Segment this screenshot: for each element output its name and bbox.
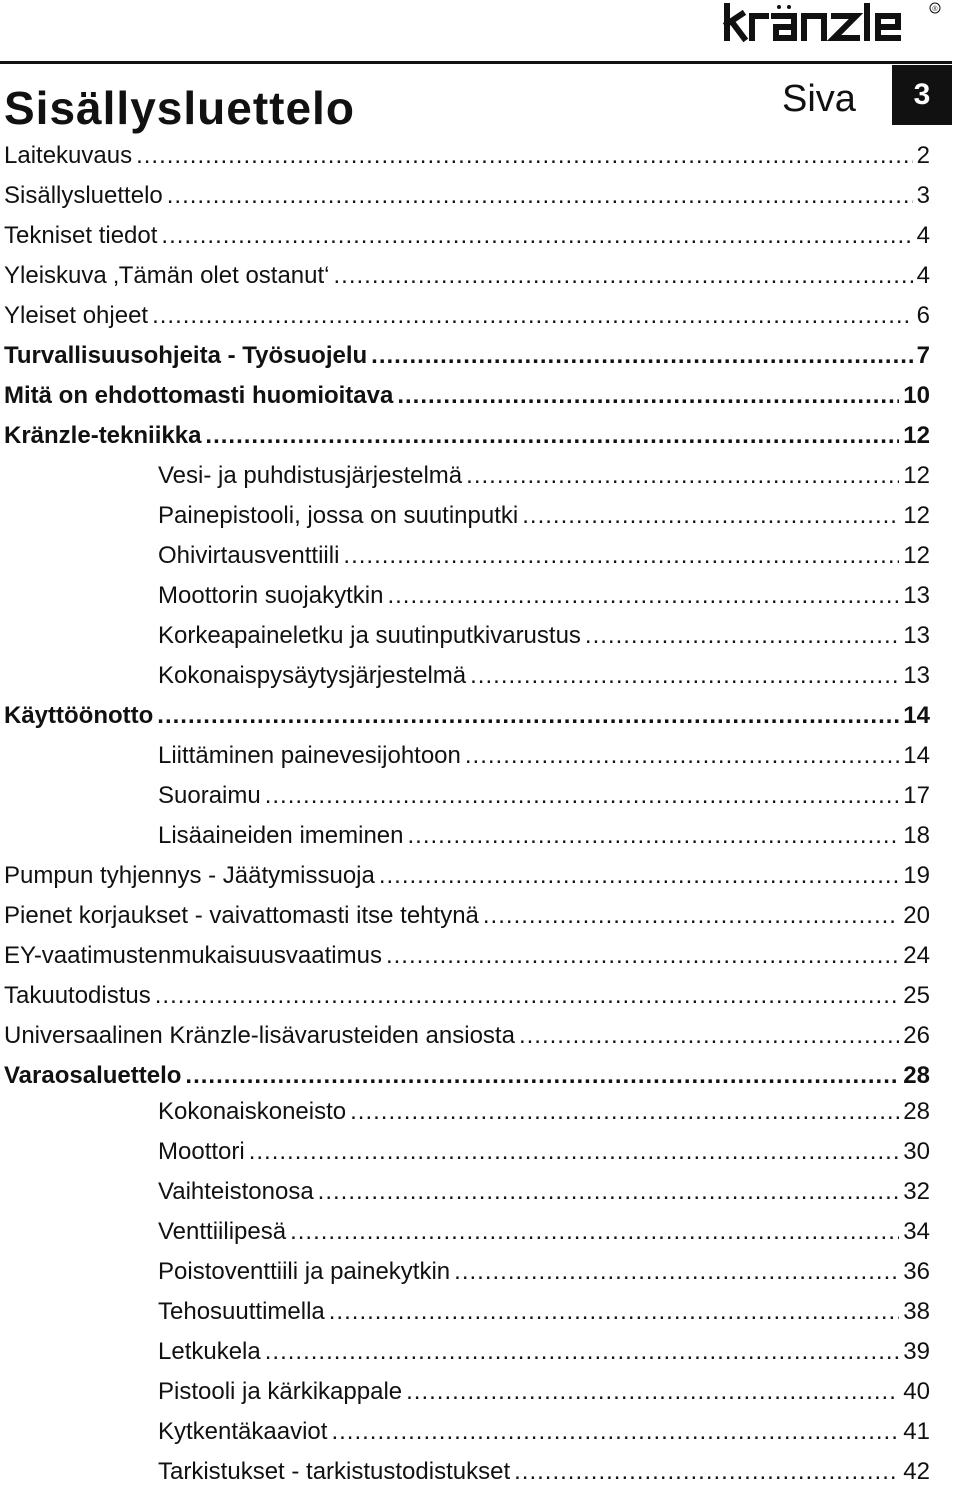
toc-entry[interactable] bbox=[158, 1214, 930, 1250]
toc-entry-label: Poistoventtiili ja painekytkin bbox=[158, 1258, 451, 1285]
toc-entry-label: Sisällysluettelo bbox=[4, 182, 163, 209]
toc-entry-label: Tarkistukset - tarkistustodistukset bbox=[158, 1458, 511, 1485]
toc-dot-leader bbox=[157, 698, 899, 734]
toc-entry-page: 28 bbox=[903, 1098, 930, 1125]
toc-entry[interactable] bbox=[158, 1294, 930, 1330]
toc-entry-label: Tehosuuttimella bbox=[158, 1298, 325, 1325]
toc-entry[interactable] bbox=[4, 938, 930, 974]
toc-entry[interactable] bbox=[4, 418, 930, 454]
toc-dot-leader bbox=[290, 1214, 899, 1250]
toc-entry-page: 13 bbox=[903, 582, 930, 609]
toc-entry-page: 36 bbox=[903, 1258, 930, 1285]
toc-entry-page: 14 bbox=[903, 702, 930, 729]
toc-entry-page: 6 bbox=[916, 302, 930, 329]
toc-entry-page: 20 bbox=[903, 902, 930, 929]
toc-dot-leader bbox=[167, 178, 913, 214]
toc-entry[interactable] bbox=[158, 738, 930, 774]
toc-entry-label: Kokonaiskoneisto bbox=[158, 1098, 347, 1125]
toc-dot-leader bbox=[483, 898, 899, 934]
toc-dot-leader bbox=[386, 938, 899, 974]
toc-entry-page: 39 bbox=[903, 1338, 930, 1365]
toc-entry-page: 12 bbox=[903, 542, 930, 569]
toc-dot-leader bbox=[407, 818, 899, 854]
toc-entry-page: 3 bbox=[916, 182, 930, 209]
toc-dot-leader bbox=[205, 418, 899, 454]
toc-dot-leader bbox=[397, 378, 899, 414]
toc-dot-leader bbox=[265, 1334, 900, 1370]
toc-entry-label: Venttiilipesä bbox=[158, 1218, 287, 1245]
header-rule bbox=[0, 61, 952, 64]
toc-dot-leader bbox=[152, 298, 913, 334]
toc-entry-label: Takuutodistus bbox=[4, 982, 151, 1009]
toc-entry-page: 4 bbox=[916, 262, 930, 289]
toc-entry[interactable] bbox=[158, 1174, 930, 1210]
toc-entry-page: 42 bbox=[903, 1458, 930, 1485]
toc-entry-page: 12 bbox=[903, 462, 930, 489]
toc-entry-label: Laitekuvaus bbox=[4, 142, 133, 169]
toc-dot-leader bbox=[379, 858, 899, 894]
toc-entry-page: 30 bbox=[903, 1138, 930, 1165]
toc-entry-page: 18 bbox=[903, 822, 930, 849]
toc-entry-page: 7 bbox=[916, 342, 930, 369]
toc-entry-page: 4 bbox=[916, 222, 930, 249]
toc-entry-page: 41 bbox=[903, 1418, 930, 1445]
toc-entry-label: Liittäminen painevesijohtoon bbox=[158, 742, 461, 769]
toc-entry[interactable] bbox=[4, 898, 930, 934]
toc-entry-page: 13 bbox=[903, 662, 930, 689]
toc-entry-label: Tekniset tiedot bbox=[4, 222, 158, 249]
toc-entry[interactable] bbox=[158, 778, 930, 814]
toc-entry[interactable] bbox=[4, 218, 930, 254]
toc-dot-leader bbox=[522, 498, 899, 534]
toc-dot-leader bbox=[155, 978, 900, 1014]
toc-entry[interactable] bbox=[158, 1254, 930, 1290]
toc-entry[interactable] bbox=[158, 578, 930, 614]
toc-entry[interactable] bbox=[158, 818, 930, 854]
toc-entry[interactable] bbox=[4, 298, 930, 334]
toc-dot-leader bbox=[465, 738, 899, 774]
toc-entry[interactable] bbox=[4, 378, 930, 414]
toc-entry[interactable] bbox=[4, 978, 930, 1014]
toc-entry-label: Yleiskuva ‚Tämän olet ostanut‘ bbox=[4, 262, 330, 289]
toc-entry-label: Kytkentäkaaviot bbox=[158, 1418, 328, 1445]
toc-entry[interactable] bbox=[4, 1018, 930, 1054]
toc-entry[interactable] bbox=[4, 698, 930, 734]
toc-entry[interactable] bbox=[158, 498, 930, 534]
toc-dot-leader bbox=[585, 618, 899, 654]
toc-dot-leader bbox=[470, 658, 899, 694]
toc-dot-leader bbox=[466, 458, 899, 494]
toc-entry[interactable] bbox=[158, 1454, 930, 1490]
toc-dot-leader bbox=[249, 1134, 900, 1170]
toc-entry-page: 12 bbox=[903, 422, 930, 449]
toc-entry-label: Universaalinen Kränzle-lisävarusteiden ansiosta bbox=[4, 1022, 515, 1049]
toc-entry-label: Moottori bbox=[158, 1138, 245, 1165]
toc-dot-leader bbox=[514, 1454, 899, 1490]
toc-entry[interactable] bbox=[158, 618, 930, 654]
toc-entry-label: Turvallisuusohjeita - Työsuojelu bbox=[4, 342, 368, 369]
toc-entry-label: Käyttöönotto bbox=[4, 702, 154, 729]
toc-entry-label: Suoraimu bbox=[158, 782, 261, 809]
toc-entry-page: 34 bbox=[903, 1218, 930, 1245]
toc-entry-label: Mitä on ehdottomasti huomioitava bbox=[4, 382, 394, 409]
toc-entry-page: 40 bbox=[903, 1378, 930, 1405]
registered-mark: ® bbox=[932, 6, 938, 13]
toc-dot-leader bbox=[454, 1254, 899, 1290]
toc-entry-label: Korkeapaineletku ja suutinputkivarustus bbox=[158, 622, 581, 649]
toc-entry[interactable] bbox=[158, 1334, 930, 1370]
toc-dot-leader bbox=[343, 538, 899, 574]
toc-entry-label: Kokonaispysäytysjärjestelmä bbox=[158, 662, 467, 689]
toc-entry-label: Vesi- ja puhdistusjärjestelmä bbox=[158, 462, 463, 489]
toc-entry-page: 10 bbox=[903, 382, 930, 409]
toc-entry-page: 17 bbox=[903, 782, 930, 809]
toc-dot-leader bbox=[329, 1294, 900, 1330]
toc-entry-page: 24 bbox=[903, 942, 930, 969]
toc-entry-page: 38 bbox=[903, 1298, 930, 1325]
toc-entry-label: Ohivirtausventtiili bbox=[158, 542, 340, 569]
toc-entry[interactable] bbox=[4, 258, 930, 294]
toc-dot-leader bbox=[265, 778, 900, 814]
toc-entry-page: 2 bbox=[916, 142, 930, 169]
toc-entry[interactable] bbox=[158, 658, 930, 694]
toc-entry[interactable] bbox=[158, 458, 930, 494]
page-label: Siva bbox=[782, 78, 856, 120]
toc-entry[interactable] bbox=[158, 1414, 930, 1450]
toc-dot-leader bbox=[185, 1058, 899, 1094]
toc-entry-page: 12 bbox=[903, 502, 930, 529]
toc-entry[interactable] bbox=[4, 858, 930, 894]
page-title: Sisällysluettelo bbox=[4, 82, 355, 134]
toc-entry[interactable] bbox=[4, 1058, 930, 1094]
toc-entry-page: 19 bbox=[903, 862, 930, 889]
toc-entry[interactable] bbox=[4, 138, 930, 174]
toc-entry-label: Vaihteistonosa bbox=[158, 1178, 314, 1205]
toc-dot-leader bbox=[519, 1018, 899, 1054]
toc-entry-label: Lisäaineiden imeminen bbox=[158, 822, 404, 849]
toc-entry-label: Varaosaluettelo bbox=[4, 1062, 182, 1089]
toc-entry-label: Pienet korjaukset - vaivattomasti itse tehtynä bbox=[4, 902, 479, 929]
toc-entry-page: 13 bbox=[903, 622, 930, 649]
toc-entry-label: Pistooli ja kärkikappale bbox=[158, 1378, 403, 1405]
toc-dot-leader bbox=[161, 218, 912, 254]
toc-dot-leader bbox=[318, 1174, 900, 1210]
toc-entry-page: 25 bbox=[903, 982, 930, 1009]
toc-dot-leader bbox=[350, 1094, 899, 1130]
toc-entry-label: Kränzle-tekniikka bbox=[4, 422, 202, 449]
toc-dot-leader bbox=[331, 1414, 899, 1450]
toc-entry[interactable] bbox=[158, 538, 930, 574]
toc-entry-label: Painepistooli, jossa on suutinputki bbox=[158, 502, 519, 529]
toc-entry-page: 26 bbox=[903, 1022, 930, 1049]
toc-entry-page: 14 bbox=[903, 742, 930, 769]
toc-entry-label: Yleiset ohjeet bbox=[4, 302, 149, 329]
toc-dot-leader bbox=[406, 1374, 899, 1410]
toc-entry-label: Pumpun tyhjennys - Jäätymissuoja bbox=[4, 862, 375, 889]
toc-entry-label: Moottorin suojakytkin bbox=[158, 582, 384, 609]
toc-entry-label: Letkukela bbox=[158, 1338, 261, 1365]
page-number-badge: 3 bbox=[892, 65, 952, 125]
toc-dot-leader bbox=[136, 138, 913, 174]
toc-entry[interactable] bbox=[4, 338, 930, 374]
toc-entry[interactable] bbox=[4, 178, 930, 214]
toc-entry-page: 32 bbox=[903, 1178, 930, 1205]
kranzle-logo bbox=[722, 2, 952, 44]
toc-entry-page: 28 bbox=[903, 1062, 930, 1089]
toc-entry[interactable] bbox=[158, 1094, 930, 1130]
toc-entry[interactable] bbox=[158, 1374, 930, 1410]
toc-entry-label: EY-vaatimustenmukaisuusvaatimus bbox=[4, 942, 382, 969]
toc-dot-leader bbox=[334, 258, 913, 294]
toc-dot-leader bbox=[371, 338, 912, 374]
toc-entry[interactable] bbox=[158, 1134, 930, 1170]
toc-dot-leader bbox=[387, 578, 899, 614]
